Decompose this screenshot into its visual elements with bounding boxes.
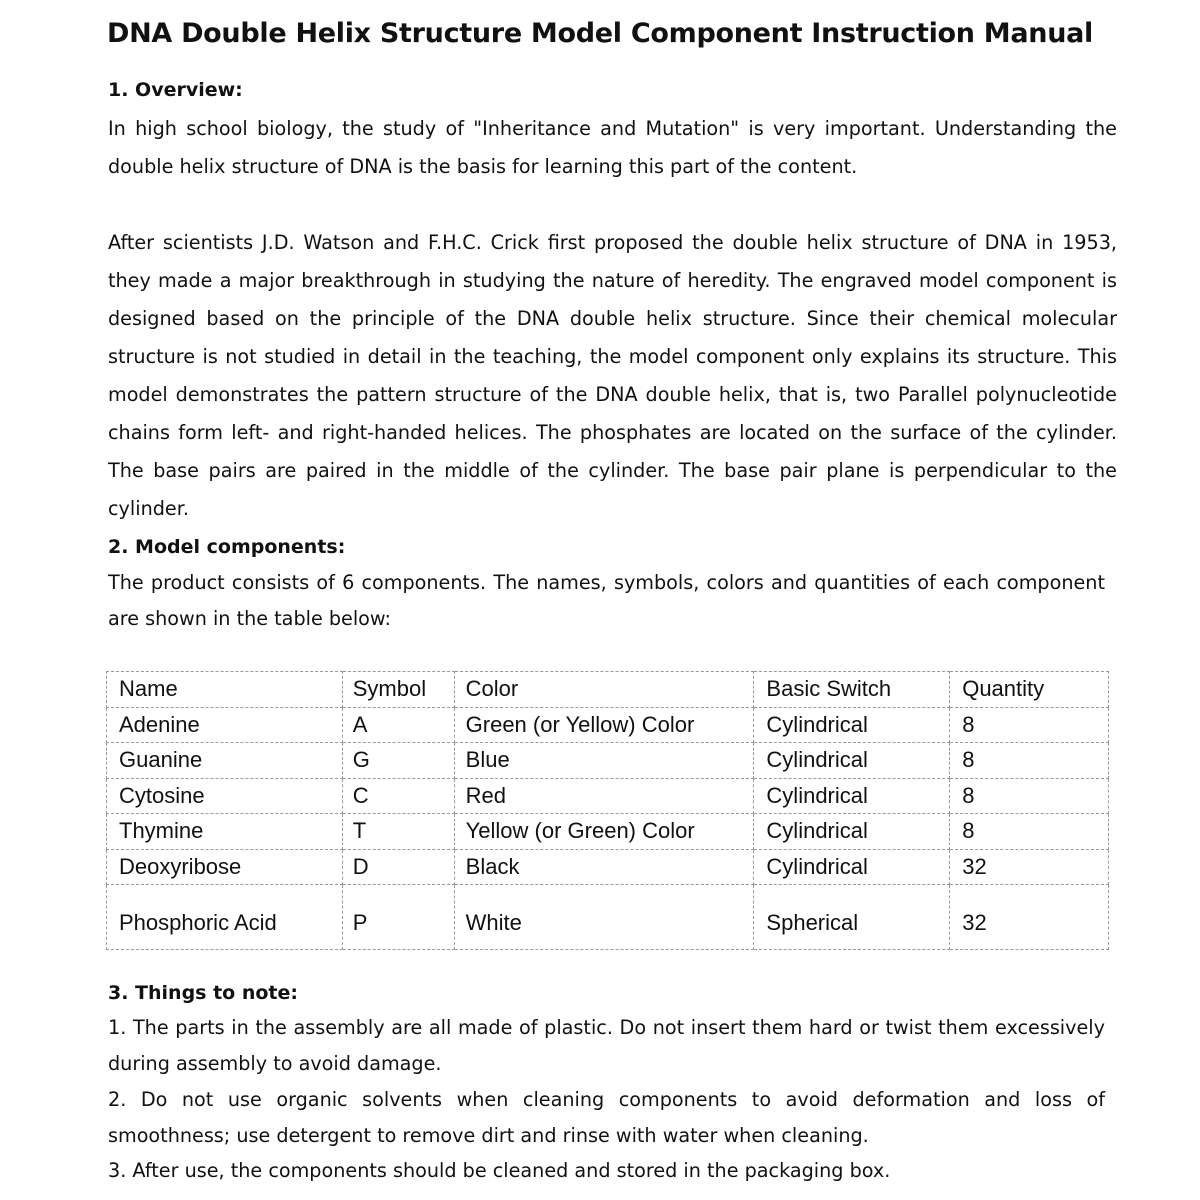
table-cell-quantity: 32	[950, 885, 1109, 950]
table-cell-color: Yellow (or Green) Color	[454, 814, 754, 850]
table-cell-name: Deoxyribose	[107, 849, 343, 885]
overview-heading: 1. Overview:	[108, 79, 243, 101]
table-cell-color: Green (or Yellow) Color	[454, 707, 754, 743]
table-row	[107, 778, 1109, 814]
table-cell-quantity: 32	[950, 849, 1109, 885]
table-header-symbol: Symbol	[342, 672, 454, 708]
table-cell-symbol: A	[342, 707, 454, 743]
table-cell-color: Blue	[454, 743, 754, 779]
table-cell-basic-switch: Cylindrical	[754, 814, 950, 850]
table-cell-basic-switch: Cylindrical	[754, 743, 950, 779]
table-cell-name: Cytosine	[107, 778, 343, 814]
table-cell-symbol: G	[342, 743, 454, 779]
components-heading: 2. Model components:	[108, 536, 346, 558]
table-row	[107, 885, 1109, 950]
overview-paragraph-1: In high school biology, the study of "Inheritance and Mutation" is very important. Understanding the double helix structure of DNA is the basis for learning this part of the content.	[108, 117, 1117, 178]
table-cell-basic-switch: Cylindrical	[754, 849, 950, 885]
table-cell-quantity: 8	[950, 743, 1109, 779]
table-cell-color: Black	[454, 849, 754, 885]
table-cell-quantity: 8	[950, 778, 1109, 814]
note-item-3: 3. After use, the components should be cleaned and stored in the packaging box.	[108, 1159, 891, 1182]
table-cell-quantity: 8	[950, 814, 1109, 850]
note-item-2: 2. Do not use organic solvents when cleaning components to avoid deformation and loss of smoothness; use detergent to remove dirt and rinse with water when cleaning.	[108, 1088, 1105, 1147]
table-header-name: Name	[107, 672, 343, 708]
components-intro: The product consists of 6 components. The names, symbols, colors and quantities of each component are shown in the table below:	[108, 571, 1105, 630]
page-title: DNA Double Helix Structure Model Component Instruction Manual	[106, 18, 1094, 49]
table-row	[107, 707, 1109, 743]
table-row	[107, 743, 1109, 779]
table-cell-basic-switch: Cylindrical	[754, 707, 950, 743]
table-cell-name: Thymine	[107, 814, 343, 850]
table-cell-quantity: 8	[950, 707, 1109, 743]
table-cell-symbol: C	[342, 778, 454, 814]
table-cell-name: Guanine	[107, 743, 343, 779]
table-row	[107, 849, 1109, 885]
table-row	[107, 814, 1109, 850]
table-cell-color: White	[454, 885, 754, 950]
table-cell-basic-switch: Spherical	[754, 885, 950, 950]
notes-heading: 3. Things to note:	[108, 982, 298, 1004]
table-cell-basic-switch: Cylindrical	[754, 778, 950, 814]
table-cell-name: Phosphoric Acid	[107, 885, 343, 950]
table-header-quantity: Quantity	[950, 672, 1109, 708]
table-header-color: Color	[454, 672, 754, 708]
components-table	[106, 671, 1109, 950]
table-cell-symbol: D	[342, 849, 454, 885]
table-cell-name: Adenine	[107, 707, 343, 743]
table-cell-symbol: T	[342, 814, 454, 850]
note-item-1: 1. The parts in the assembly are all made of plastic. Do not insert them hard or twist them excessively during assembly to avoid damage.	[108, 1016, 1105, 1075]
table-header-basic-switch: Basic Switch	[754, 672, 950, 708]
table-header-row	[107, 672, 1109, 708]
table-cell-color: Red	[454, 778, 754, 814]
table-cell-symbol: P	[342, 885, 454, 950]
overview-paragraph-2: After scientists J.D. Watson and F.H.C. Crick first proposed the double helix structure of DNA in 1953, they made a major breakthrough in studying the nature of heredity. The engraved model component is designed based on the principle of the DNA double helix structure. Since their chemical molecular structure is not studied in detail in the teaching, the model component only explains its structure. This model demonstrates the pattern structure of the DNA double helix, that is, two Parallel polynucleotide chains form left- and right-handed helices. The phosphates are located on the surface of the cylinder. The base pairs are paired in the middle of the cylinder. The base pair plane is perpendicular to the cylinder.	[108, 231, 1117, 520]
